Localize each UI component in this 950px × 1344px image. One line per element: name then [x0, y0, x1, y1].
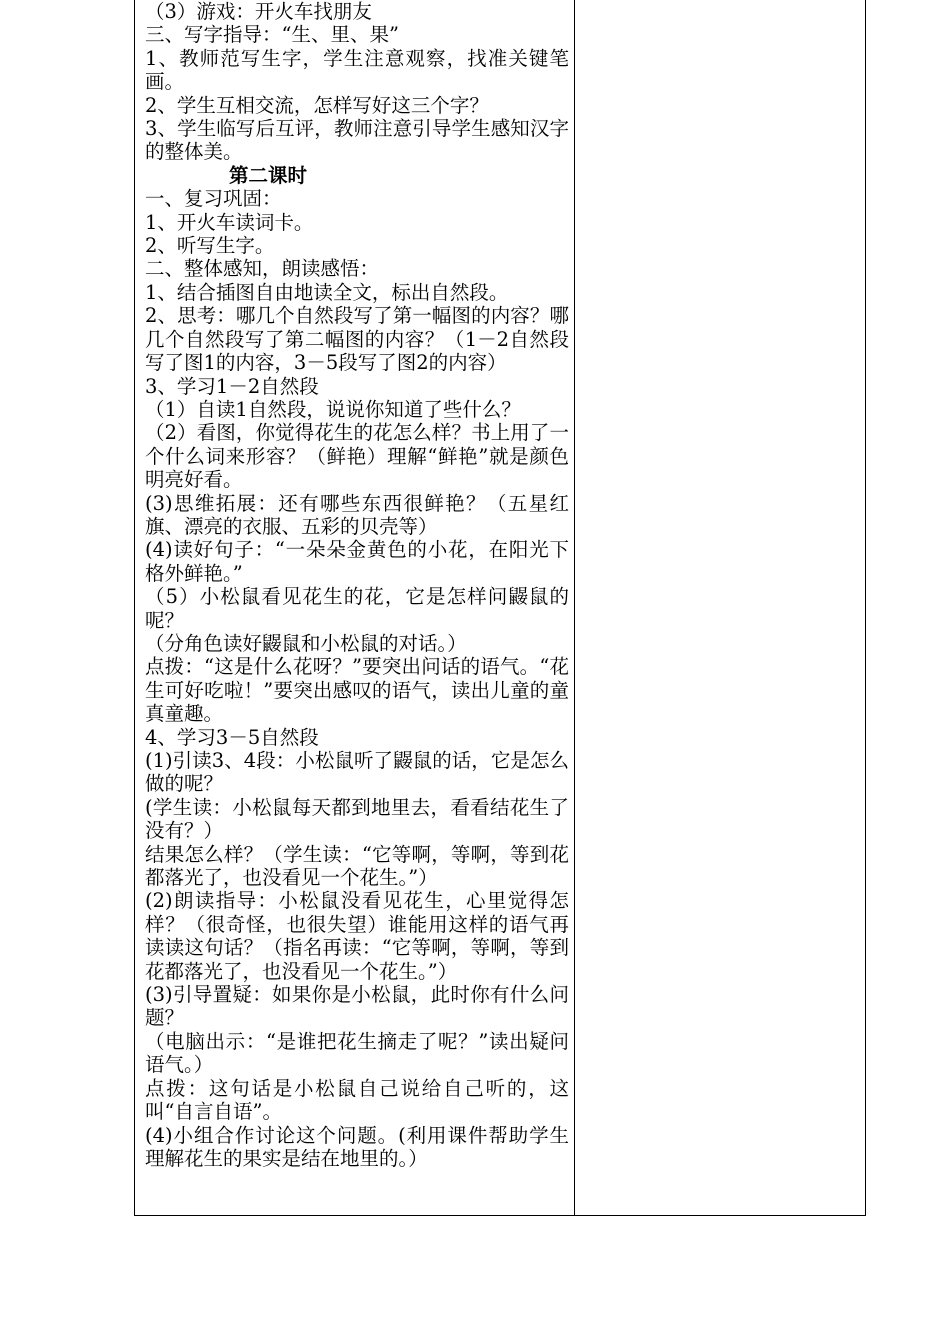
study-item-1: （1）自读1自然段，说说你知道了些什么？ [145, 397, 521, 421]
study-paragraphs-1-2: 3、学习1－2自然段 [145, 374, 319, 398]
writing-step-3: 3、学生临写后互评，教师注意引导学生感知汉字的整体美。 [145, 117, 569, 164]
review-heading: 一、复习巩固： [145, 187, 282, 211]
guidance-note-2: 点拨：这句话是小松鼠自己说给自己听的，这叫“自言自语”。 [145, 1076, 569, 1124]
game-step: （3）游戏：开火车找朋友 [145, 0, 372, 23]
result-question: 结果怎么样？（学生读：“它等啊，等啊，等到花都落光了，也没看见一个花生。”） [145, 842, 569, 890]
lesson-plan-table [134, 0, 866, 1216]
teaching-process-column [145, 0, 569, 1170]
second-lesson-heading: 第二课时 [229, 163, 308, 187]
writing-guidance-heading: 三、写字指导：“生、里、果” [145, 23, 399, 47]
reading-step-2: 2、思考：哪几个自然段写了第一幅图的内容？哪几个自然段写了第二幅图的内容？（1－2自然段写了图1的内容，3－5段写了图2的内容） [145, 304, 569, 375]
study-item-3: (3)思维拓展：还有哪些东西很鲜艳？（五星红旗、漂亮的衣服、五彩的贝壳等） [145, 491, 569, 538]
role-reading-note: （分角色读好鼹鼠和小松鼠的对话。） [145, 631, 467, 655]
study-paragraphs-3-5: 4、学习3－5自然段 [145, 725, 319, 749]
lead-reading-step: (1)引读3、4段：小松鼠听了鼹鼠的话，它是怎么做的呢？ [145, 749, 569, 796]
guidance-note-1: 点拨：“这是什么花呀？”要突出问话的语气。“花生可好吃啦！”要突出感叹的语气，读出儿童的童真童趣。 [145, 655, 569, 726]
reading-step-1: 1、结合插图自由地读全文，标出自然段。 [145, 280, 509, 304]
computer-display-note: （电脑出示：“是谁把花生摘走了呢？”读出疑问语气。） [145, 1029, 569, 1077]
student-reading-1: (学生读：小松鼠每天都到地里去，看看结花生了没有？） [145, 795, 569, 843]
question-raising-step: (3)引导置疑：如果你是小松鼠，此时你有什么问题？ [145, 983, 569, 1030]
study-item-5: （5）小松鼠看见花生的花，它是怎样问鼹鼠的呢？ [145, 585, 569, 632]
review-step-1: 1、开火车读词卡。 [145, 210, 314, 234]
review-step-2: 2、听写生字。 [145, 234, 275, 258]
study-item-2: （2）看图，你觉得花生的花怎么样？书上用了一个什么词来形容？（鲜艳）理解“鲜艳”就是颜色明亮好看。 [145, 421, 569, 492]
writing-step-2: 2、学生互相交流，怎样写好这三个字？ [145, 93, 489, 117]
group-discussion-step: (4)小组合作讨论这个问题。(利用课件帮助学生理解花生的果实是结在地里的。） [145, 1123, 569, 1170]
writing-step-1: 1、教师范写生字，学生注意观察，找准关键笔画。 [145, 46, 569, 94]
reading-guidance-step: (2)朗读指导：小松鼠没看见花生，心里觉得怎样？（很奇怪，也很失望）谁能用这样的语气再读读这句话？（指名再读：“它等啊，等啊，等到花都落光了，也没看见一个花生。”） [145, 889, 569, 983]
overall-reading-heading: 二、整体感知，朗读感悟： [145, 257, 380, 281]
study-item-4: (4)读好句子：“一朵朵金黄色的小花，在阳光下格外鲜艳。” [145, 538, 569, 585]
notes-column [575, 0, 865, 1215]
